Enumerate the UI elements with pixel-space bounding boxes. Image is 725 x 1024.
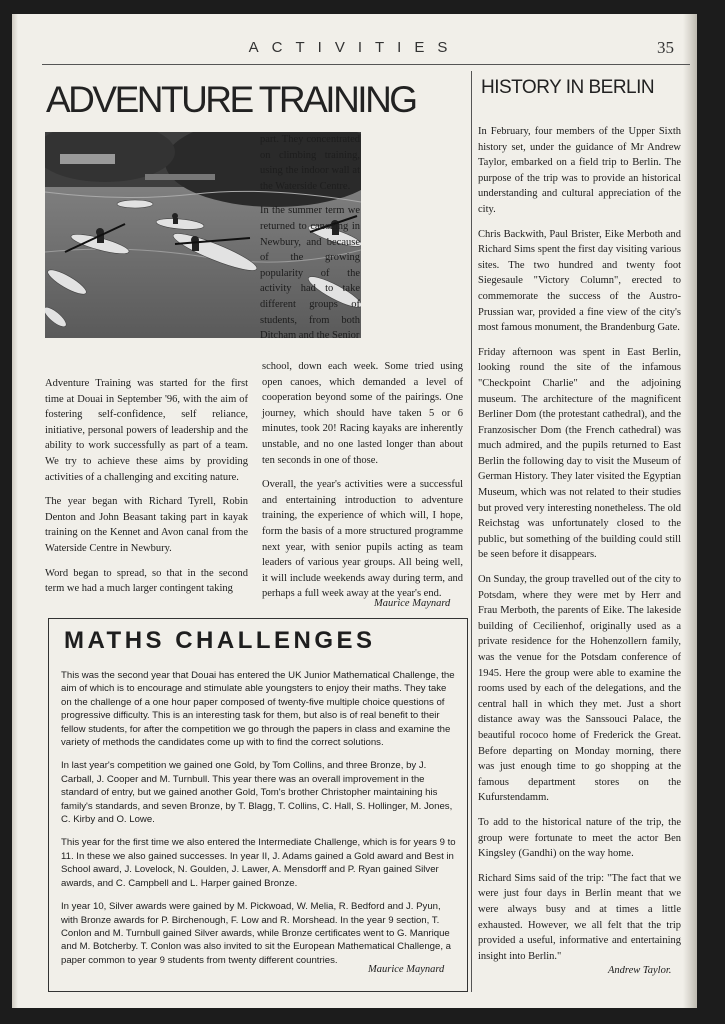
berlin-para: Chris Backwith, Paul Brister, Eike Merboth and Richard Sims spent the first day visiting various sites. The two hundred and twenty foot Siegesaule "Victory Column", erected to commemorate the success of the Austro-Prussian war, provided a fine view of the city's most famous monument, the Brandenburg Gate. xyxy=(478,228,681,334)
page-number: 35 xyxy=(657,38,674,57)
maths-title: MATHS CHALLENGES xyxy=(64,627,376,654)
adventure-col1 xyxy=(45,376,248,606)
berlin-para: Friday afternoon was spent in East Berlin, looking round the site of the infamous "Checkpoint Charlie" and the adjoining museum. The architecture of the magnificent Berliner Dom (the protestant cathedral), and the Franzosischer Dom (the French cathedral) was much admired, and the pupils returned to East Berlin the following day to visit the Museum of German History. They later visited the Egyptian Museum, which was not related to their studies but proved very interesting nonetheless. The old Reichstag was unfortunately closed to the public, but something of the building could still be seen before it disappears. xyxy=(478,346,681,561)
page-edge-stack xyxy=(683,14,697,1008)
berlin-title: HISTORY IN BERLIN xyxy=(481,77,655,98)
adventure-col2-upper xyxy=(260,132,360,353)
adventure-para: part. They concentrated on climbing training, using the indoor wall at the Waterside Centre. xyxy=(260,134,360,192)
maths-para: This was the second year that Douai has entered the UK Junior Mathematical Challenge, the aim of which is to encourage and stimulate able youngsters to enjoy their maths. They take on the challenge of a one hour paper composed of twenty-five multiple choice questions of progressive difficulty. This is an interesting task for them, but also is of real benefit to their fellow students, for after the competition we go through the papers in class and examine the variety of methods the candidates come up with to find the correct solutions. xyxy=(61,670,455,749)
berlin-para: To add to the historical nature of the trip, the group were fortunate to meet the actor Ben Kingsley (Gandhi) on the way home. xyxy=(478,816,681,860)
adventure-para: Word began to spread, so that in the second term we had a much larger contingent taking xyxy=(45,567,248,595)
berlin-body xyxy=(478,124,681,973)
adventure-para: Adventure Training was started for the first time at Douai in September '96, with the aim of fostering self-confidence, self reliance, initiative, personal powers of leadership and the ability to work successfully as part of a team. We try to achieve these aims by providing activities of a challenging and exciting nature. xyxy=(45,378,248,483)
adventure-para: Overall, the year's activities were a successful and entertaining introduction to adventure training, the experience of which will, I hope, form the basis of a more structured programme next year, with senior pupils acting as team leaders of various year groups. All being well, it will include weekends away during term, and perhaps a full week away at the year's end. xyxy=(262,479,463,600)
berlin-intro: In February, four members of the Upper Sixth history set, under the guidance of Mr Andrew Taylor, embarked on a field trip to Berlin. The purpose of the trip was to provide an historical understanding and cultural appreciation of the city. xyxy=(478,126,681,215)
page-gutter-shadow xyxy=(12,14,18,1008)
adventure-col2-lower xyxy=(262,359,463,611)
maths-para: In last year's competition we gained one Gold, by Tom Collins, and three Bronze, by J. Carball, J. Cooper and M. Turnbull. This year there was an overall improvement in the standard of entry, but we gained another Gold, Tom's brother Christopher maintaining his family's standards, and seven Bronze, by T. Blagg, T. Collins, C. Hall, S. Hollinger, M. Jones, C. Kirby and O. Lowe. xyxy=(61,760,453,826)
column-divider xyxy=(471,71,472,992)
berlin-para: On Sunday, the group travelled out of the city to Potsdam, where they were met by Herr and Frau Merboth, the parents of Eike. The lakeside building of Cecilienhof, originally used as a private residence for the Hohenzollern family, was the venue for the Potsdam conference of 1945. Here the group were able to examine the rooms used by each of the delegations, and the central hall in which they met. Just a short distance away was the Sanssouci Palace, the beautiful rococo home of Frederick the Great. Before departing on Monday morning, there was just enough time to go shopping at the famous department stores on the Kufurstendamm. xyxy=(478,574,681,804)
magazine-page xyxy=(12,14,697,1008)
header-rule xyxy=(42,64,690,65)
maths-para: In year 10, Silver awards were gained by M. Pickwoad, W. Melia, R. Bedford and J. Pyun, with Bronze awards for P. Birchenough, F. Low and R. Morshead. In the year 9 section, T. Conlon and M. Turnbull gained Silver awards, while Bronze certificates went to G. Manrique and M. Botcherby. T. Conlon was also invited to sit the European Mathematical Challenge, a paper common to year 9 students from twenty different countries. xyxy=(61,901,452,966)
berlin-para: Richard Sims said of the trip: "The fact that we were just four days in Berlin meant that we were always busy and at times a little exhausted. However, we all felt that the trip provided a useful, informative and entertaining insight into Berlin." xyxy=(478,872,681,962)
maths-para: This year for the first time we also entered the Intermediate Challenge, which is for years 9 to 11. In these we also gained successes. In year II, J. Adams gained a Gold award and Best in School award, J. Lovelock, N. Goulden, J. Lawer, A. Mensdorff and P. Ryan gained Silver awards, and C. Campbell and L. Harper gained Bronze. xyxy=(61,837,456,889)
adventure-title: ADVENTURE TRAINING xyxy=(46,79,416,120)
adventure-signature: Maurice Maynard xyxy=(374,598,451,609)
maths-body xyxy=(61,669,456,977)
adventure-para: school, down each week. Some tried using open canoes, which demanded a level of cooperation beyond some of the pairings. One journey, which should have taken 5 or 6 minutes, took 20! Racing kayaks are inherently unstable, and no one lasted longer than about ten seconds in one of those. xyxy=(262,361,463,466)
maths-signature: Maurice Maynard xyxy=(368,964,445,975)
adventure-para: In the summer term we returned to canoeing in Newbury, and because of the growing popularity of the activity had to take different groups of students, from both Ditcham and the Senior xyxy=(260,205,360,342)
berlin-signature: Andrew Taylor. xyxy=(608,965,672,976)
adventure-para: The year began with Richard Tyrell, Robin Denton and John Beasant taking part in kayak training on the Kennet and Avon canal from the Waterside Centre in Newbury. xyxy=(45,496,248,554)
section-header: ACTIVITIES xyxy=(248,39,461,56)
